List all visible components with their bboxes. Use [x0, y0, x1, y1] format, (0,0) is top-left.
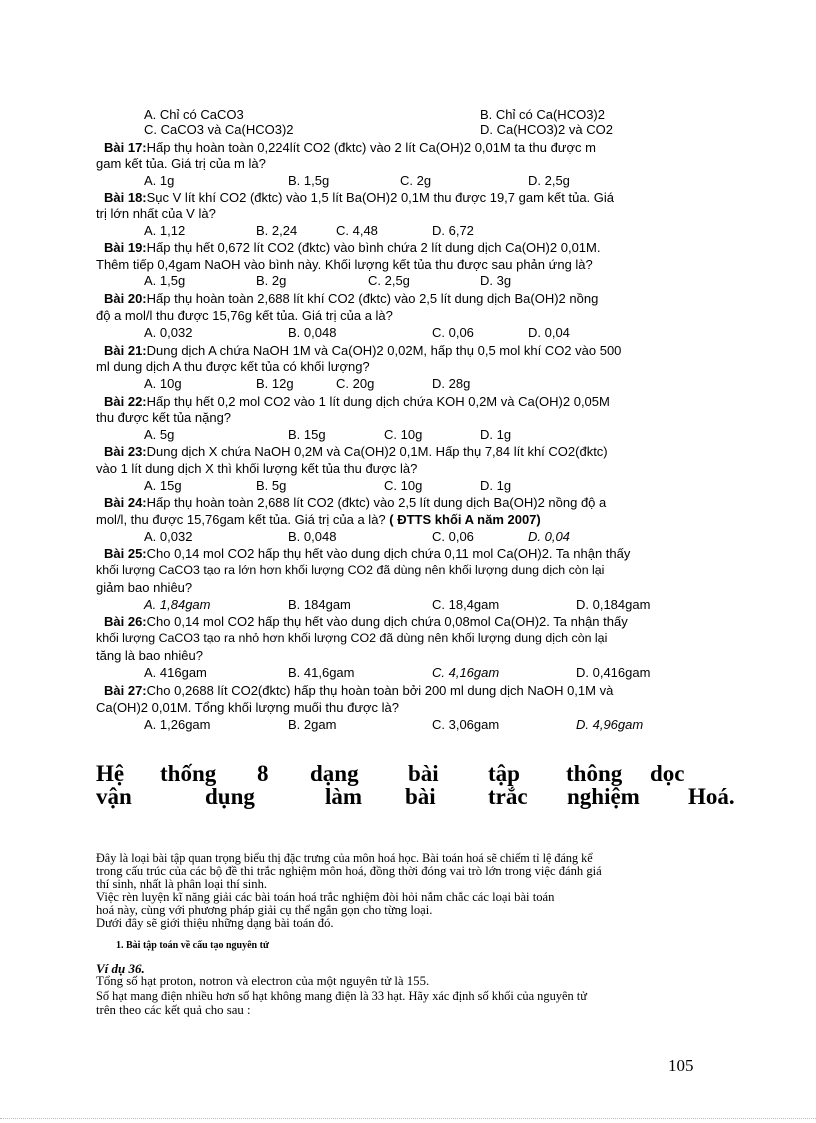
- question-text: Hấp thụ hết 0,2 mol CO2 vào 1 lít dung dịch chứa KOH 0,2M và Ca(OH)2 0,05M: [146, 394, 610, 409]
- question-22-line2: thu được kết tủa nặng?: [96, 410, 232, 425]
- question-22: [104, 394, 610, 409]
- option-a: A. 10g: [144, 376, 182, 391]
- heading-word: dạng: [310, 761, 359, 786]
- option-b: B. 12g: [256, 376, 294, 391]
- question-text: Cho 0,14 mol CO2 hấp thụ hết vào dung dịch chứa 0,08mol Ca(OH)2. Ta nhận thấy: [146, 614, 628, 629]
- heading-word: dụng: [205, 784, 255, 809]
- option-a: A. 1,26gam: [144, 717, 211, 732]
- option-d: D. 1g: [480, 478, 512, 493]
- option-c: C. 2g: [400, 173, 432, 188]
- question-26-line2: khối lượng CaCO3 tạo ra nhỏ hơn khối lượng CO2 đã dùng nên khối lượng dung dịch còn lại: [96, 631, 608, 645]
- option-c: C. 10g: [384, 427, 423, 442]
- question-text: Cho 0,14 mol CO2 hấp thụ hết vào dung dịch chứa 0,11 mol Ca(OH)2. Ta nhận thấy: [146, 546, 631, 561]
- option-d: D. 2,5g: [528, 173, 570, 188]
- heading-word: thông: [566, 761, 623, 786]
- question-text: mol/l, thu được 15,76gam kết tủa. Giá trị của a là?: [96, 512, 386, 527]
- question-label: Bài 25:: [104, 546, 147, 561]
- question-24-line2: [96, 512, 541, 527]
- option-c: C. 4,16gam: [432, 665, 500, 680]
- question-19-line2: Thêm tiếp 0,4gam NaOH vào bình này. Khối lượng kết tủa thu được sau phản ứng là?: [96, 257, 593, 272]
- question-17-line2: gam kết tủa. Giá trị của m là?: [96, 156, 266, 171]
- question-24: [104, 495, 606, 510]
- option-d: D. Ca(HCO3)2 và CO2: [480, 122, 613, 137]
- question-text: Dung dịch X chứa NaOH 0,2M và Ca(OH)2 0,1M. Hấp thụ 7,84 lít khí CO2(đktc): [146, 444, 608, 459]
- option-a: A. 0,032: [144, 325, 193, 340]
- question-label: Bài 24:: [104, 495, 147, 510]
- option-a: A. 15g: [144, 478, 182, 493]
- question-27: [104, 683, 613, 698]
- question-label: Bài 18:: [104, 190, 147, 205]
- option-c: C. 18,4gam: [432, 597, 500, 612]
- question-text: Sục V lít khí CO2 (đktc) vào 1,5 lít Ba(OH)2 0,1M thu được 19,7 gam kết tủa. Giá: [146, 190, 615, 205]
- page-number: 105: [668, 1056, 694, 1075]
- option-b: B. 184gam: [288, 597, 351, 612]
- option-d: D. 3g: [480, 273, 512, 288]
- heading-word: tập: [488, 761, 520, 786]
- intro-line: Việc rèn luyện kĩ năng giải các bài toán hoá trắc nghiệm đòi hỏi nắm chắc các loại bài toán: [96, 890, 555, 904]
- option-d: D. 0,184gam: [576, 597, 651, 612]
- option-d: D. 0,416gam: [576, 665, 651, 680]
- question-25-line2: khối lượng CaCO3 tạo ra lớn hơn khối lượng CO2 đã dùng nên khối lượng dung dịch còn lại: [96, 563, 605, 577]
- bottom-divider: [0, 1118, 816, 1119]
- option-d: D. 4,96gam: [576, 717, 644, 732]
- option-c: C. 0,06: [432, 529, 474, 544]
- example-label: Ví dụ 36.: [96, 961, 145, 976]
- question-27-line2: Ca(OH)2 0,01M. Tổng khối lượng muối thu được là?: [96, 700, 400, 715]
- option-b: B. 0,048: [288, 325, 337, 340]
- option-d: D. 0,04: [528, 529, 570, 544]
- heading-word: làm: [325, 784, 363, 809]
- option-a: A. 1,84gam: [144, 597, 211, 612]
- question-label: Bài 17:: [104, 140, 147, 155]
- question-label: Bài 27:: [104, 683, 147, 698]
- heading-word: dọc: [650, 761, 685, 786]
- option-a: A. 0,032: [144, 529, 193, 544]
- question-text: Hấp thụ hoàn toàn 2,688 lít CO2 (đktc) vào 2,5 lít dung dịch Ba(OH)2 nồng độ a: [146, 495, 607, 510]
- option-a: A. Chỉ có CaCO3: [144, 107, 244, 122]
- question-23: [104, 444, 608, 459]
- question-23-line2: vào 1 lít dung dịch X thì khối lượng kết tủa thu được là?: [96, 461, 418, 476]
- question-18-line2: trị lớn nhất của V là?: [96, 206, 216, 221]
- question-18: [104, 190, 614, 205]
- option-c: C. 3,06gam: [432, 717, 500, 732]
- example-line: Tổng số hạt proton, notron và electron của một nguyên tử là 155.: [96, 974, 430, 988]
- option-b: B. 15g: [288, 427, 326, 442]
- question-21: [104, 343, 621, 358]
- question-label: Bài 21:: [104, 343, 147, 358]
- question-label: Bài 19:: [104, 240, 147, 255]
- question-25: [104, 546, 630, 561]
- option-c: C. 2,5g: [368, 273, 410, 288]
- question-label: Bài 23:: [104, 444, 147, 459]
- option-d: D. 1g: [480, 427, 512, 442]
- question-text: Hấp thụ hoàn toàn 2,688 lít khí CO2 (đktc) vào 2,5 lít dung dịch Ba(OH)2 nồng: [146, 291, 599, 306]
- heading-word: bài: [408, 761, 439, 786]
- question-text: Hấp thụ hết 0,672 lít CO2 (đktc) vào bình chứa 2 lít dung dịch Ca(OH)2 0,01M.: [146, 240, 601, 255]
- heading-word: thống: [160, 761, 217, 786]
- question-17: [104, 140, 596, 155]
- heading-word: nghiệm: [567, 784, 640, 809]
- question-25-line3: giảm bao nhiêu?: [96, 580, 193, 595]
- intro-line: Dưới đây sẽ giới thiệu những dạng bài toán đó.: [96, 916, 334, 930]
- heading-word: Hoá.: [688, 784, 735, 809]
- intro-line: hoá này, cùng với phương pháp giải cụ thể ngắn gọn cho từng loại.: [96, 903, 433, 917]
- option-b: B. Chỉ có Ca(HCO3)2: [480, 107, 605, 122]
- heading-word: 8: [257, 761, 269, 786]
- question-text: Cho 0,2688 lít CO2(đktc) hấp thụ hoàn toàn bởi 200 ml dung dịch NaOH 0,1M và: [146, 683, 614, 698]
- option-a: A. 1g: [144, 173, 175, 188]
- section-heading: 1. Bài tập toán về cấu tạo nguyên tử: [116, 940, 269, 951]
- option-a: A. 1,5g: [144, 273, 186, 288]
- option-a: A. 416gam: [144, 665, 207, 680]
- question-26-line3: tăng là bao nhiêu?: [96, 648, 203, 663]
- option-d: D. 0,04: [528, 325, 570, 340]
- heading-word: Hệ: [96, 761, 125, 786]
- option-c: C. CaCO3 và Ca(HCO3)2: [144, 122, 294, 137]
- heading-word: trắc: [488, 784, 528, 809]
- option-a: A. 5g: [144, 427, 175, 442]
- option-d: D. 6,72: [432, 223, 474, 238]
- intro-line: trong cấu trúc của các bộ đề thi trắc nghiệm môn hoá, đồng thời đóng vai trò lớn trong việc đánh giá: [96, 864, 602, 878]
- example-line: Số hạt mang điện nhiều hơn số hạt không mang điện là 33 hạt. Hãy xác định số khối của nguyên tử: [96, 989, 587, 1003]
- example-line: trên theo các kết quả cho sau :: [96, 1003, 251, 1017]
- question-label: Bài 20:: [104, 291, 147, 306]
- option-c: C. 20g: [336, 376, 375, 391]
- question-text: Hấp thụ hoàn toàn 0,224lít CO2 (đktc) vào 2 lít Ca(OH)2 0,01M ta thu được m: [146, 140, 596, 155]
- source-note: ( ĐTTS khối A năm 2007): [389, 512, 541, 527]
- question-26: [104, 614, 628, 629]
- heading-word: vận: [96, 784, 132, 809]
- option-b: B. 5g: [256, 478, 287, 493]
- question-label: Bài 26:: [104, 614, 147, 629]
- question-20: [104, 291, 598, 306]
- option-b: B. 41,6gam: [288, 665, 355, 680]
- option-d: D. 28g: [432, 376, 471, 391]
- intro-line: thí sinh, nhất là phân loại thí sinh.: [96, 877, 268, 891]
- option-b: B. 2,24: [256, 223, 298, 238]
- intro-line: Đây là loại bài tập quan trọng biểu thị đặc trưng của môn hoá học. Bài toán hoá sẽ chiếm tỉ lệ đáng kể: [96, 851, 593, 865]
- question-label: Bài 22:: [104, 394, 147, 409]
- option-b: B. 2gam: [288, 717, 337, 732]
- option-c: C. 0,06: [432, 325, 474, 340]
- option-b: B. 2g: [256, 273, 287, 288]
- question-19: [104, 240, 600, 255]
- heading-word: bài: [405, 784, 436, 809]
- option-b: B. 0,048: [288, 529, 337, 544]
- option-c: C. 4,48: [336, 223, 378, 238]
- option-b: B. 1,5g: [288, 173, 330, 188]
- question-text: Dung dịch A chứa NaOH 1M và Ca(OH)2 0,02M, hấp thụ 0,5 mol khí CO2 vào 500: [146, 343, 622, 358]
- option-c: C. 10g: [384, 478, 423, 493]
- question-21-line2: ml dung dịch A thu được kết tủa có khối lượng?: [96, 359, 370, 374]
- question-20-line2: độ a mol/l thu được 15,76g kết tủa. Giá trị của a là?: [96, 308, 393, 323]
- option-a: A. 1,12: [144, 223, 186, 238]
